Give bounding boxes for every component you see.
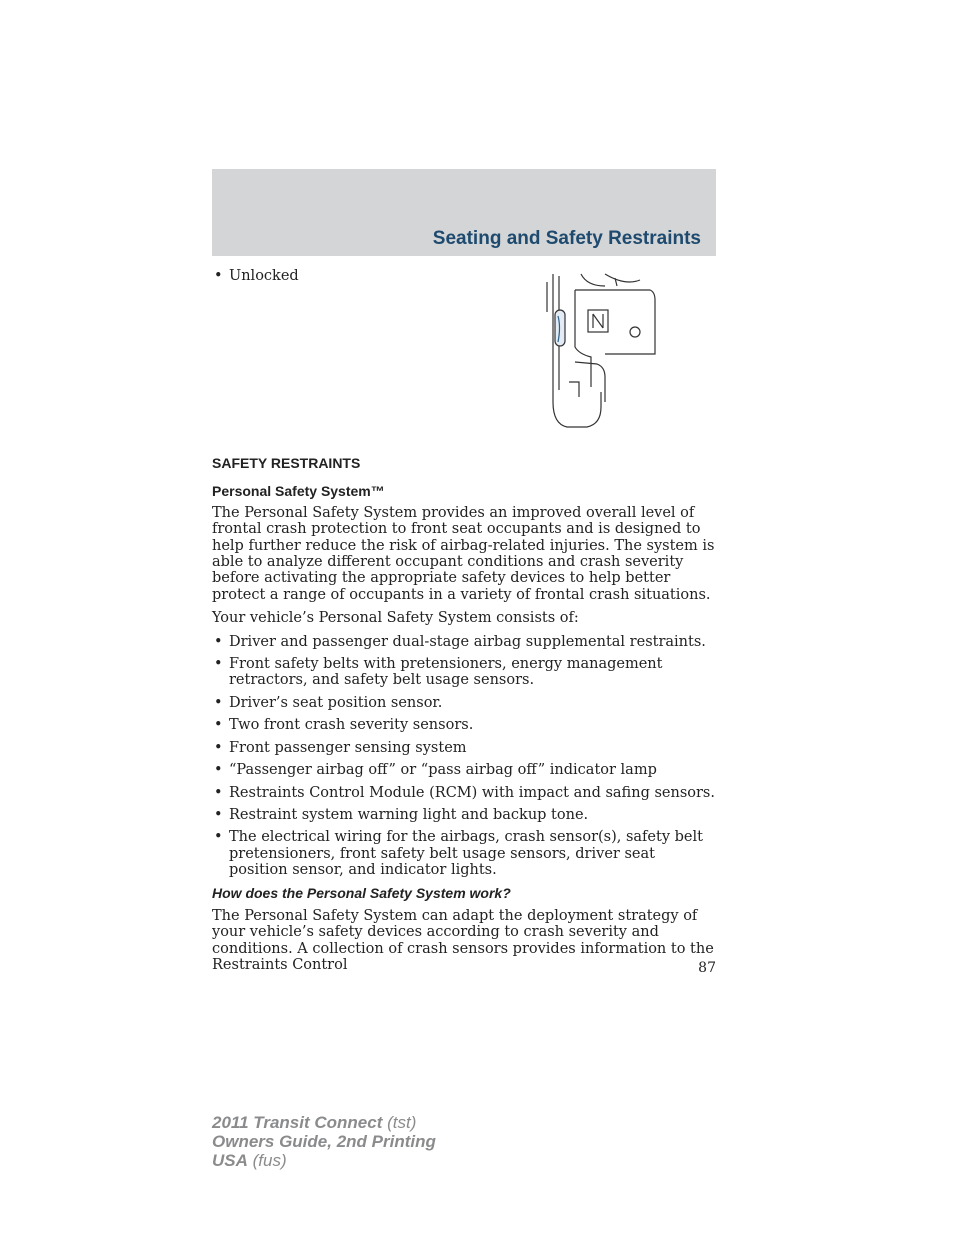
- section-title: SAFETY RESTRAINTS: [212, 455, 361, 471]
- footer-edition: Owners Guide, 2nd Printing: [212, 1132, 436, 1151]
- consists-intro: Your vehicle’s Personal Safety System consists of:: [212, 610, 579, 627]
- footer-line-1: [212, 1113, 436, 1132]
- list-item: • Restraints Control Module (RCM) with impact and safing sensors.: [212, 785, 716, 801]
- components-list: [212, 634, 716, 879]
- work-paragraph: The Personal Safety System can adapt the deployment strategy of your vehicle’s safety devices according to crash severity and conditions. A collection of crash sensors provides information to the Restraints Control: [212, 907, 714, 974]
- footer-line-2: [212, 1132, 436, 1151]
- footer-market-code: (fus): [247, 1151, 287, 1170]
- page-number: 87: [698, 960, 716, 976]
- footer-market: USA: [212, 1151, 248, 1170]
- list-item: • Unlocked: [212, 268, 299, 284]
- list-item: • Two front crash severity sensors.: [212, 717, 716, 733]
- list-item: • Restraint system warning light and backup tone.: [212, 807, 716, 823]
- document-footer: [212, 1113, 436, 1170]
- main-content: [212, 455, 716, 981]
- list-item: • The electrical wiring for the airbags, crash sensor(s), safety belt pretensioners, front safety belt usage sensors, driver seat position sensor, and indicator lights.: [212, 829, 716, 878]
- section-header-title: Seating and Safety Restraints: [432, 228, 701, 249]
- unlocked-bullet: [212, 268, 299, 284]
- seat-belt-buckle-unlocked-illustration-icon: [545, 272, 660, 432]
- list-item: • Driver and passenger dual-stage airbag supplemental restraints.: [212, 634, 716, 650]
- footer-model-code: (tst): [382, 1113, 417, 1132]
- list-item: • “Passenger airbag off” or “pass airbag off” indicator lamp: [212, 762, 716, 778]
- section-header-band: [212, 169, 716, 256]
- intro-paragraph: The Personal Safety System provides an improved overall level of frontal crash protection to front seat occupants and is designed to help further reduce the risk of airbag-related injuries. The system is able to analyze different occupant conditions and crash severity before activating the appropriate safety devices to help better protect a range of occupants in a variety of frontal crash situations.: [212, 504, 715, 603]
- list-item: • Front safety belts with pretensioners, energy management retractors, and safety belt usage sensors.: [212, 656, 716, 689]
- subsection-title: Personal Safety System™: [212, 483, 385, 500]
- list-item: • Front passenger sensing system: [212, 740, 716, 756]
- list-item: • Driver’s seat position sensor.: [212, 695, 716, 711]
- footer-line-3: [212, 1151, 436, 1170]
- question-heading: How does the Personal Safety System work?: [212, 884, 511, 901]
- footer-model: 2011 Transit Connect: [212, 1113, 383, 1132]
